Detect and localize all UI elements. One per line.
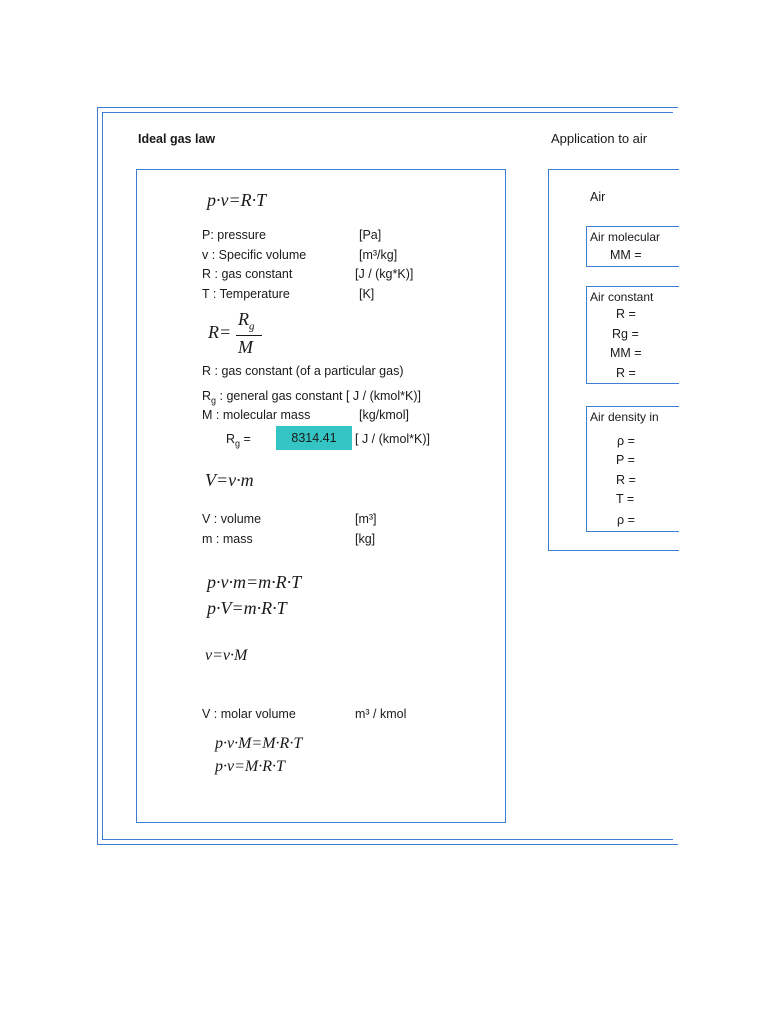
def-pressure: P: pressure — [202, 228, 266, 242]
equation-pvm-mrt: p·v·m=m·R·T — [207, 572, 302, 592]
air-density-box — [586, 406, 679, 532]
frac-denominator: M — [238, 337, 253, 357]
air-constant-r2: R = — [616, 366, 636, 380]
frac-numerator-sub: g — [249, 320, 255, 333]
equation-molar-volume: v=v·M — [205, 647, 248, 664]
application-to-air-title: Application to air — [551, 131, 648, 146]
equation-pvM-MRT: p·v·M=M·R·T — [215, 735, 303, 752]
equation-pV-mrt: p·V=m·R·T — [207, 598, 287, 618]
air-density-title: Air density in — [590, 410, 659, 424]
air-density-p: P = — [616, 453, 635, 467]
air-molecular-title: Air molecular — [590, 230, 661, 244]
air-density-rho: ρ = — [617, 434, 635, 448]
rg-label: $R_g$ = — [226, 432, 251, 449]
air-constant-rg: Rg = — [612, 327, 639, 341]
unit-mass: [kg] — [355, 532, 376, 546]
rg-value-cell[interactable]: 8314.41 — [276, 426, 352, 450]
def-volume: V : volume — [202, 512, 262, 526]
unit-molar-volume: m³ / kmol — [355, 707, 407, 721]
air-molecular-box — [586, 226, 679, 267]
unit-pressure: [Pa] — [359, 228, 382, 242]
def-r-particular: R : gas constant (of a particular gas) — [202, 364, 404, 378]
def-molar-volume: V : molar volume — [202, 707, 296, 721]
def-temperature: T : Temperature — [202, 287, 290, 301]
def-specific-volume: v : Specific volume — [202, 248, 307, 262]
unit-volume: [m³] — [355, 512, 377, 526]
unit-specific-volume: [m³/kg] — [359, 248, 398, 262]
air-label: Air — [590, 190, 606, 204]
air-density-t: T = — [616, 492, 635, 506]
air-density-rho2: ρ = — [617, 513, 635, 527]
equation-volume: V=v·m — [205, 470, 254, 490]
ideal-gas-law-title: Ideal gas law — [138, 132, 216, 146]
frac-numerator: R — [238, 309, 249, 329]
unit-gas-constant: [J / (kg*K)] — [355, 267, 414, 281]
air-constant-box — [586, 286, 679, 384]
def-rg-general: $R_g$ : general gas constant [ J / (kmol*K)] — [202, 389, 421, 406]
equation-pv-rt: p·v=R·T — [207, 190, 267, 210]
def-gas-constant: R : gas constant — [202, 267, 293, 281]
rg-unit: [ J / (kmol*K)] — [355, 432, 431, 446]
equation-pv-MRT: p·v=M·R·T — [215, 758, 285, 775]
def-mass: m : mass — [202, 532, 253, 546]
air-constant-mm: MM = — [610, 346, 642, 360]
frac-lhs: R= — [208, 322, 232, 342]
air-density-r: R = — [616, 473, 636, 487]
air-constant-title: Air constant — [590, 290, 654, 304]
fraction-bar — [236, 335, 262, 336]
ideal-gas-law-panel — [136, 169, 506, 823]
unit-molecular-mass: [kg/kmol] — [359, 408, 410, 422]
unit-temperature: [K] — [359, 287, 375, 301]
air-constant-r: R = — [616, 307, 636, 321]
def-molecular-mass: M : molecular mass — [202, 408, 311, 422]
air-molecular-mm: MM = — [610, 248, 642, 262]
equation-r-rg-over-m — [208, 309, 278, 361]
